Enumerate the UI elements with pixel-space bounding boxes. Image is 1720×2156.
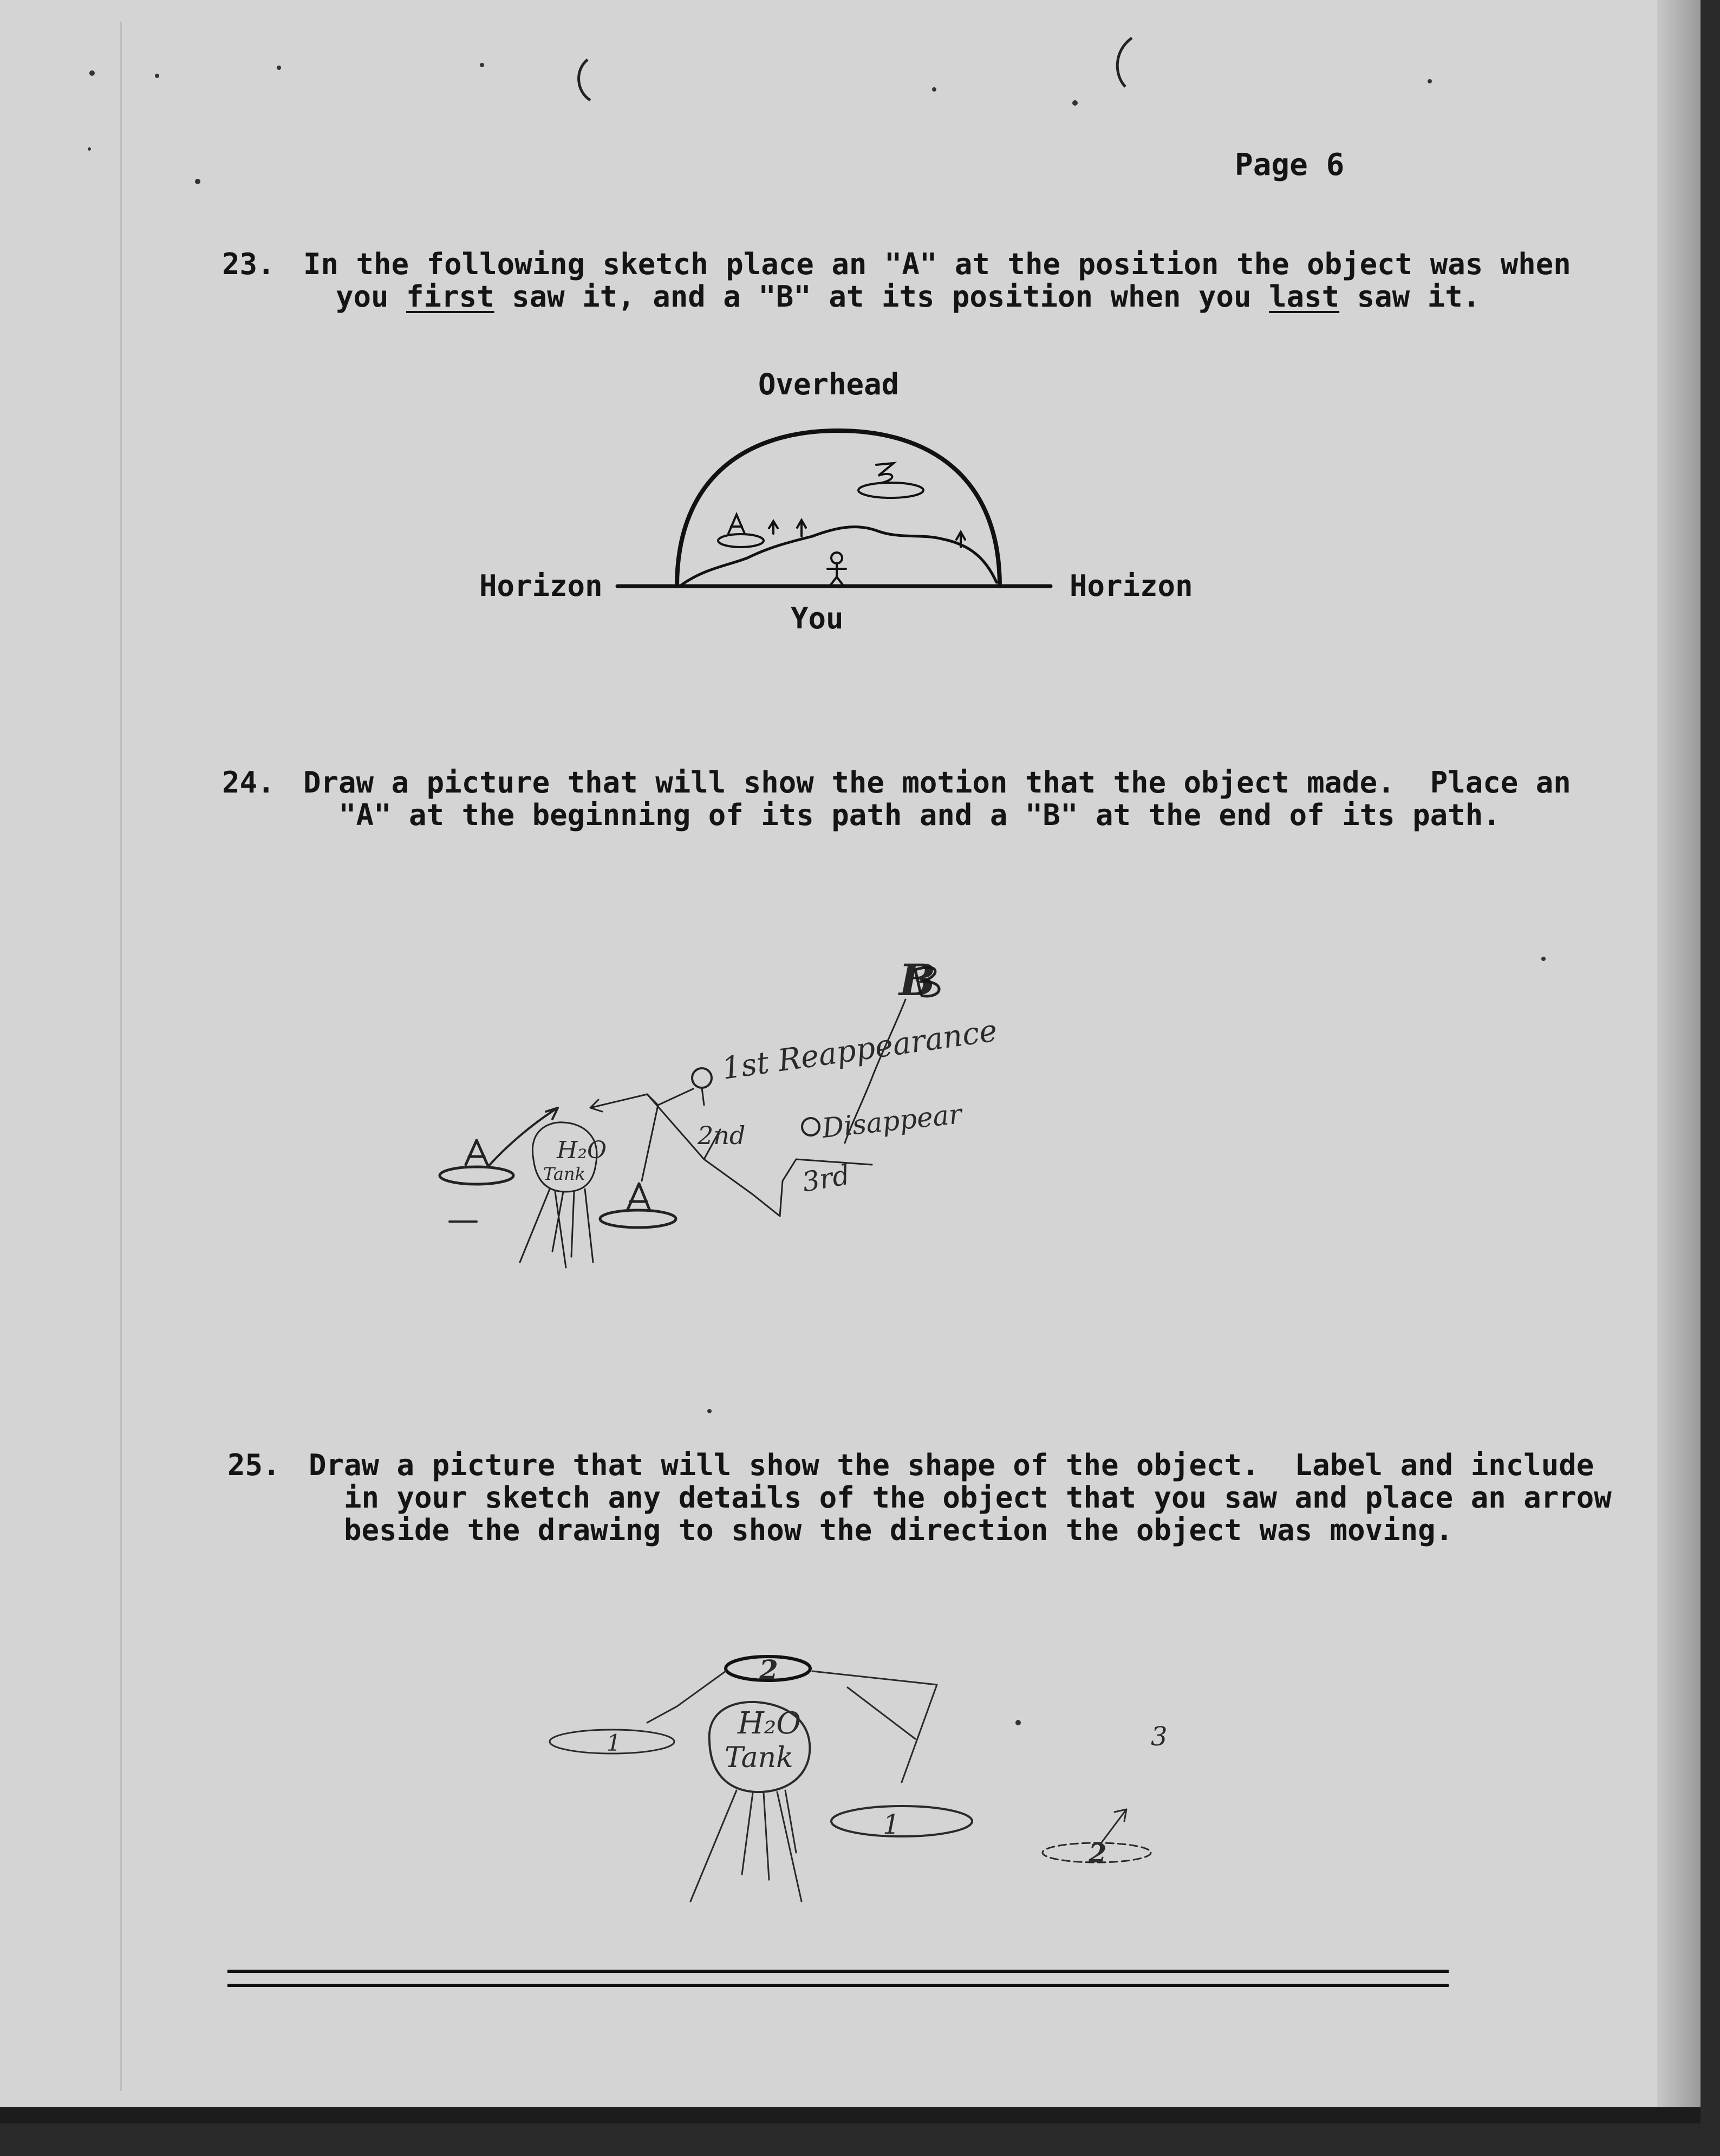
shape-label-left: 1: [607, 1730, 621, 1756]
question-line: "A" at the beginning of its path and a "B" at the end of its path.: [338, 798, 1501, 832]
question-line: in your sketch any details of the object that you saw and place an arrow: [344, 1480, 1612, 1515]
shape-label-top: 2: [759, 1654, 778, 1686]
object-a-sketch: [718, 534, 764, 547]
question-line: Draw a picture that will show the shape of the object. Label and include: [309, 1448, 1594, 1482]
second-note: 2nd: [698, 1121, 746, 1150]
object-a1-letter: [466, 1140, 487, 1165]
sky-dome-diagram: [617, 431, 1051, 586]
motion-line-middle: [590, 1089, 693, 1112]
tree-mark: [769, 520, 965, 547]
object-a-letter: [728, 515, 745, 534]
person-figure: [828, 553, 846, 586]
direction-arrow: [1102, 1809, 1126, 1842]
underlined-word: first: [406, 280, 494, 314]
reappearance-stem: [702, 1088, 704, 1105]
tank-h2o-label: H₂O: [557, 1137, 607, 1164]
first-reappearance-note: 1st Reappearance: [719, 1013, 1000, 1087]
question-number: 23.: [222, 247, 275, 281]
shape-label-mid: 1: [883, 1809, 900, 1840]
overhead-label: Overhead: [758, 367, 900, 401]
water-tank-legs: [520, 1189, 593, 1268]
object-a2-sketch: [600, 1210, 676, 1228]
water-tank-legs: [690, 1790, 802, 1901]
question-24: [222, 765, 1571, 837]
you-label: You: [791, 601, 844, 635]
reappearance-marker: [692, 1068, 712, 1088]
tank-h2o-label: H₂O: [738, 1706, 802, 1741]
tank-word-label: Tank: [725, 1742, 793, 1774]
shape-label-right: 2: [1089, 1839, 1107, 1869]
object-b-letter: [876, 463, 894, 483]
object-a1-sketch: [440, 1167, 513, 1184]
question-line: beside the drawing to show the direction the object was moving.: [344, 1513, 1454, 1547]
double-rule-bottom: [227, 1984, 1449, 1987]
question-line: you first saw it, and a "B" at its position when you last saw it.: [336, 280, 1481, 314]
object-b-sketch: [858, 483, 923, 498]
horizon-left-label: Horizon: [479, 569, 603, 603]
question-line: In the following sketch place an "A" at the position the object was when: [303, 247, 1571, 281]
question-line: Draw a picture that will show the motion that the object made. Place an: [303, 765, 1571, 800]
question-25: [227, 1448, 1612, 1552]
horizon-right-label: Horizon: [1070, 569, 1193, 603]
disappear-marker: [802, 1118, 819, 1135]
question-number: 25.: [227, 1448, 281, 1482]
tank-word-label: Tank: [543, 1164, 585, 1184]
page-number: Page 6: [1235, 147, 1345, 183]
path-end-b-label: B: [899, 954, 936, 1005]
object-a2-letter: [627, 1184, 650, 1211]
scan-bottom-edge: [0, 2107, 1701, 2123]
disappear-note: Disappear: [820, 1098, 963, 1144]
question-number: 24.: [222, 765, 275, 800]
shape-sketch: [550, 1657, 1151, 1901]
object-mid-sketch: [831, 1806, 972, 1836]
double-rule-top: [227, 1970, 1449, 1973]
shape-label-far: 3: [1151, 1722, 1168, 1752]
motion-line-left: [487, 1108, 558, 1167]
underlined-word: last: [1269, 280, 1340, 314]
scan-mark: [579, 38, 1132, 100]
third-note: 3rd: [800, 1159, 852, 1198]
